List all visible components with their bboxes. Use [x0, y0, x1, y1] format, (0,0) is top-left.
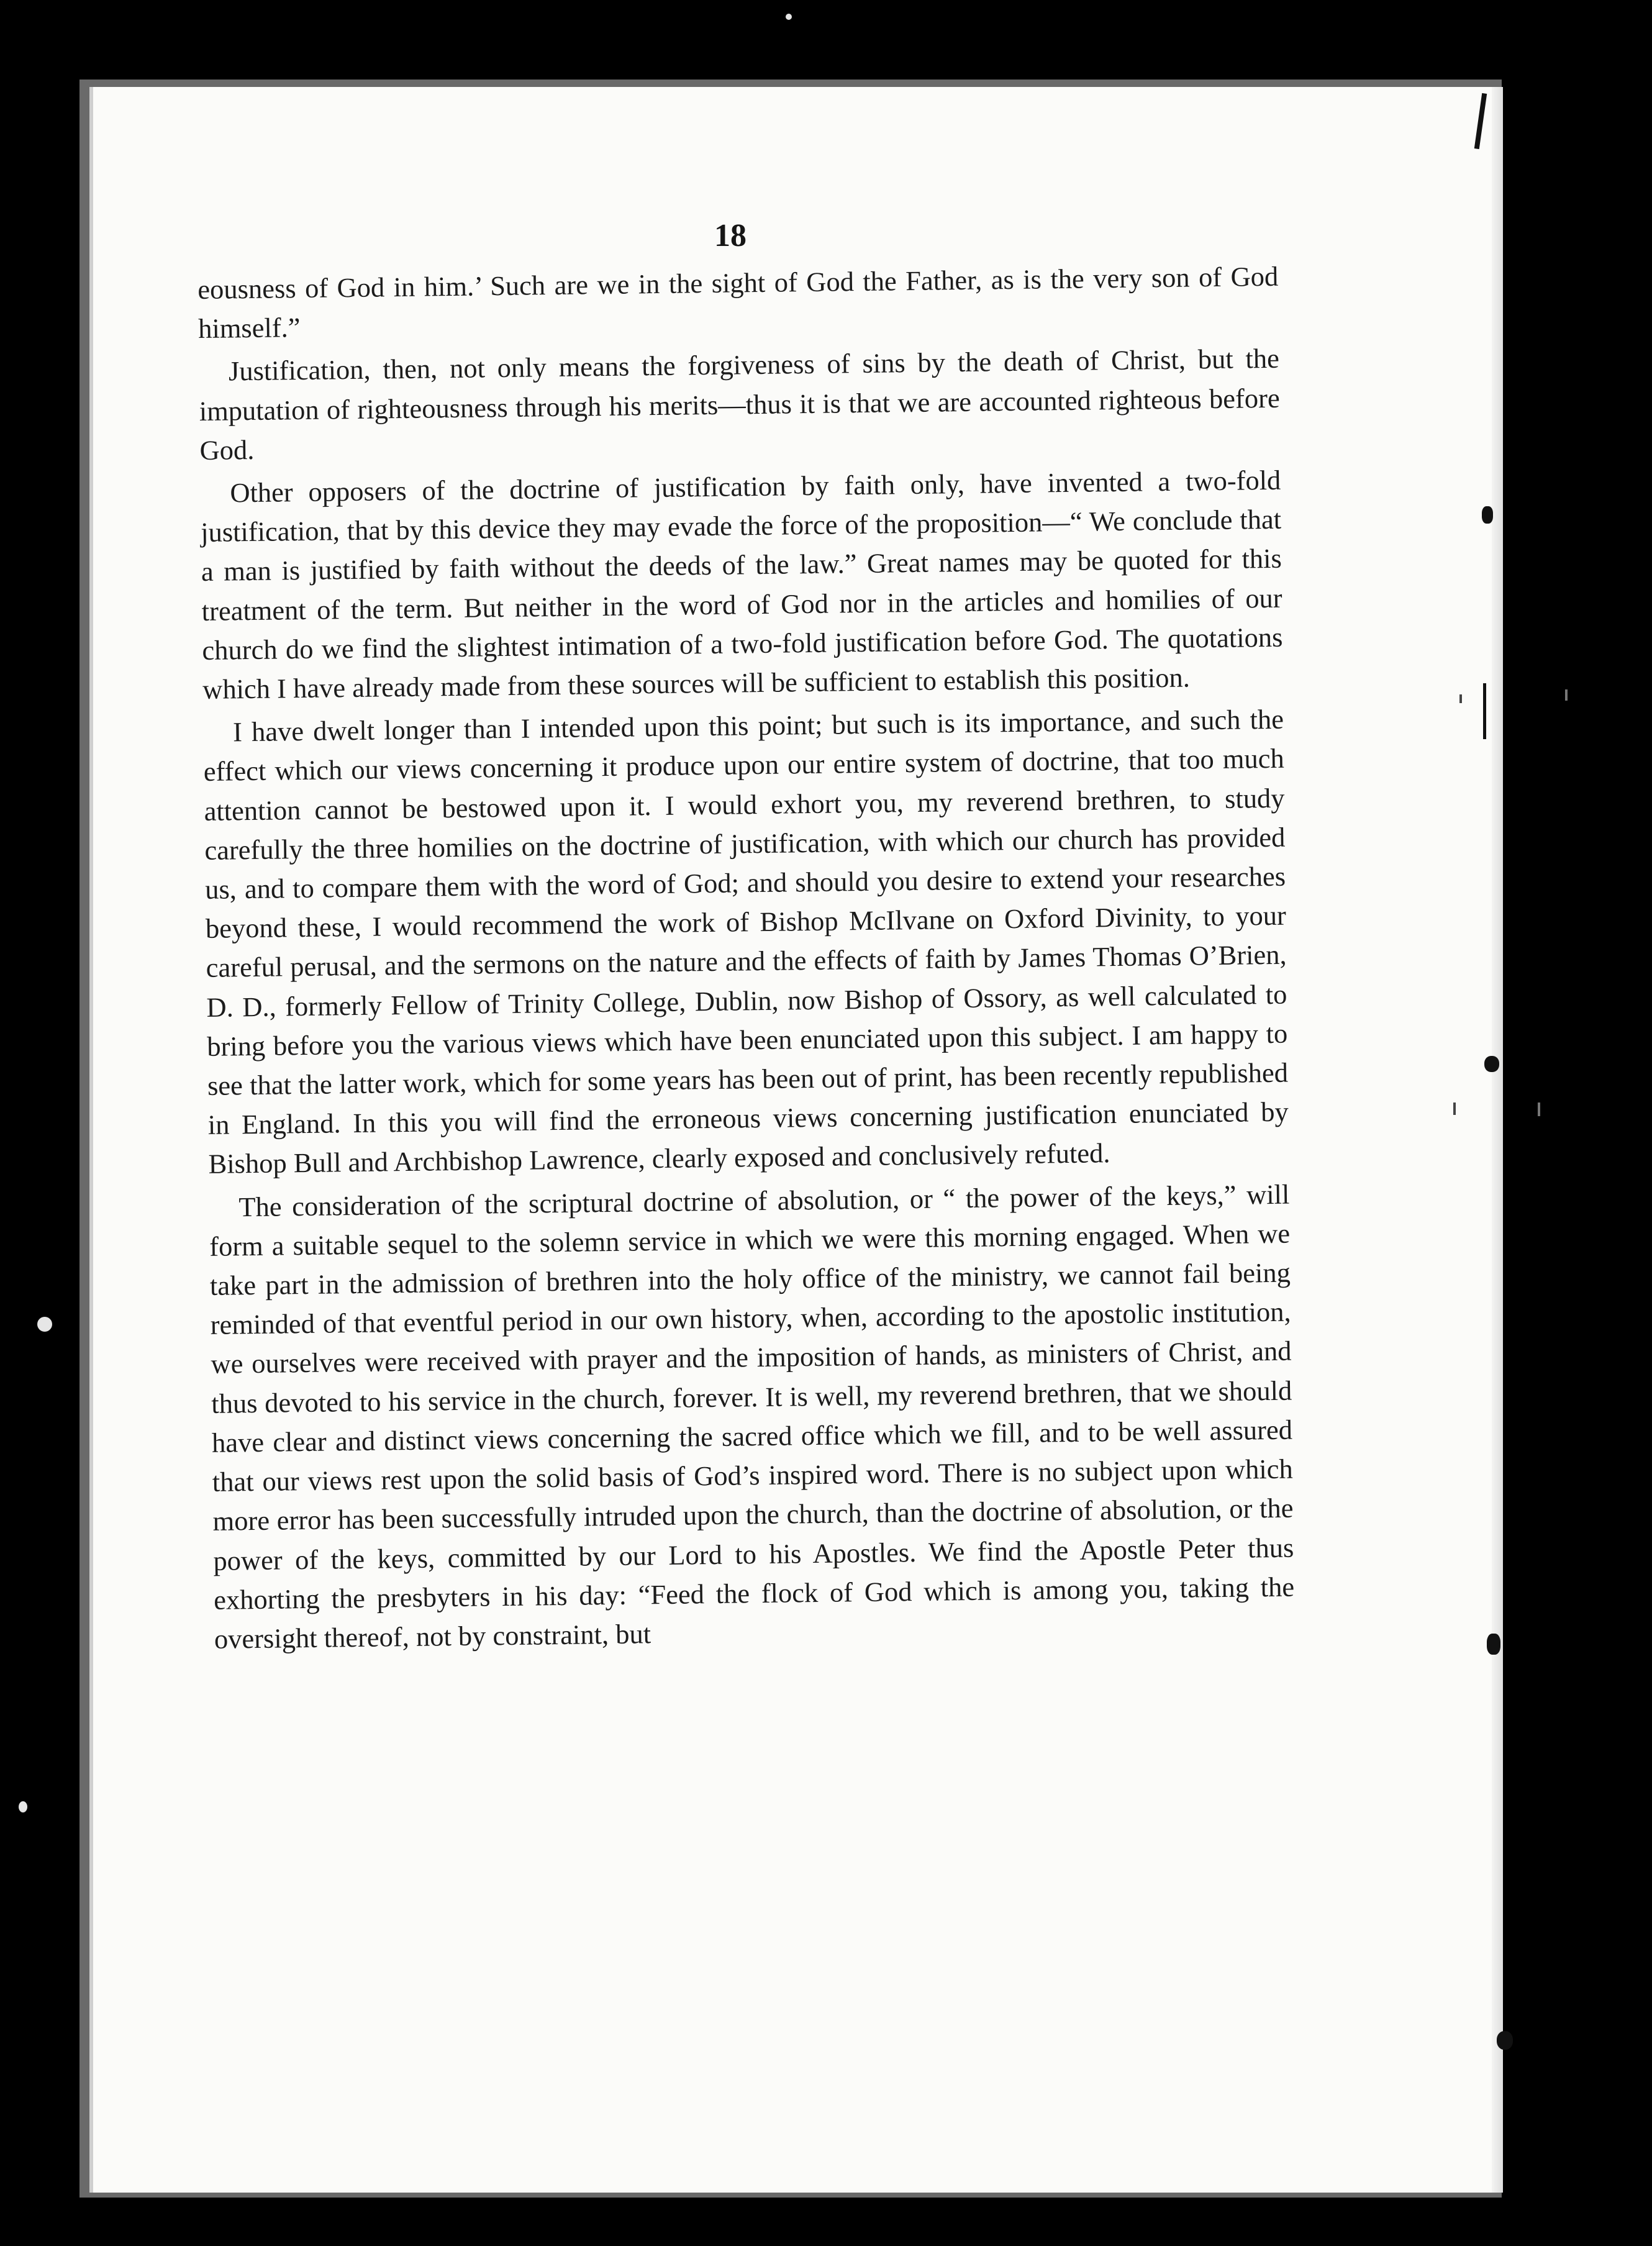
paragraph-4: I have dwelt longer than I intended upon this point; but such is its importance, and such the effect which our views concerning it produce upon our entire system of doctrine, that too much attention cannot be bestowed upon it. I would exhort you, my reverend brethren, to study carefully the three homilies on the doctrine of justification, with which our church has provided us, and to compare them with the word of God; and should you desire to extend your researches beyond these, I would recommend the work of Bishop McIlvane on Oxford Divinity, to your careful perusal, and the sermons on the nature and the effects of faith by James Thomas O’Brien, D. D., formerly Fellow of Trinity College, Dublin, now Bishop of Ossory, as well calculated to bring before you the various views which have been enunciated upon this subject. I am happy to see that the latter work, which for some years has been out of print, has been recently republished in England. In this you will find the erroneous views concerning justification enunciated by Bishop Bull and Archbishop Lawrence, clearly exposed and conclusively refuted.: [203, 703, 1289, 1180]
paragraph-1: eousness of God in him.’ Such are we in the sight of God the Father, as is the very son of God himself.”: [197, 260, 1279, 345]
binding-mark: [1497, 2031, 1513, 2050]
edge-speck: [786, 14, 792, 20]
binding-mark: [1482, 506, 1493, 524]
binding-mark: [1538, 1103, 1540, 1116]
paragraph-3: Other opposers of the doctrine of justification by faith only, have invented a two-fold justification, that by this device they may evade the force of the proposition—“ We conclude that a man is justified by faith without the deeds of the law.” Great names may be quoted for this treatment of the term. But neither in the word of God nor in the articles and homilies of our church do we find the slightest intimation of a two-fold justification before God. The quotations which I have already made from these sources will be sufficient to establish this position.: [200, 464, 1283, 705]
paragraph-2: Justification, then, not only means the forgiveness of sins by the death of Christ, but the imputation of righteousness through his merits—thus it is that we are accounted righteous before God.: [199, 343, 1280, 466]
binding-mark: [1459, 694, 1462, 703]
page-number: 18: [714, 218, 747, 253]
page-edge: [1492, 87, 1503, 2193]
edge-speck: [37, 1317, 52, 1332]
binding-mark: [1453, 1103, 1456, 1115]
binding-mark: [1483, 683, 1486, 739]
binding-mark: [1484, 1056, 1499, 1072]
paragraph-5: The consideration of the scriptural doctrine of absolution, or “ the power of the keys,” will form a suitable sequel to the solemn service in which we were this morning engaged. When we take part in the admission of brethren into the holy office of the ministry, we cannot fail being reminded of that eventful period in our own history, when, according to the apostolic institution, we ourselves were received with prayer and the imposition of hands, as ministers of Christ, and thus devoted to his service in the church, forever. It is well, my reverend brethren, that we should have clear and distinct views concerning the sacred office which we fill, and to be well assured that our views rest upon the solid basis of God’s inspired word. There is no subject upon which more error has been successfully intruded upon the church, than the doctrine of absolution, or the power of the keys, committed by our Lord to his Apostles. We find the Apostle Peter thus exhorting the presbyters in his day: “Feed the flock of God which is among you, taking the oversight thereof, not by constraint, but: [209, 1178, 1295, 1655]
edge-speck: [19, 1801, 27, 1812]
body-text: [197, 257, 1295, 1659]
binding-mark: [1487, 1634, 1500, 1655]
binding-mark: [1565, 689, 1568, 701]
